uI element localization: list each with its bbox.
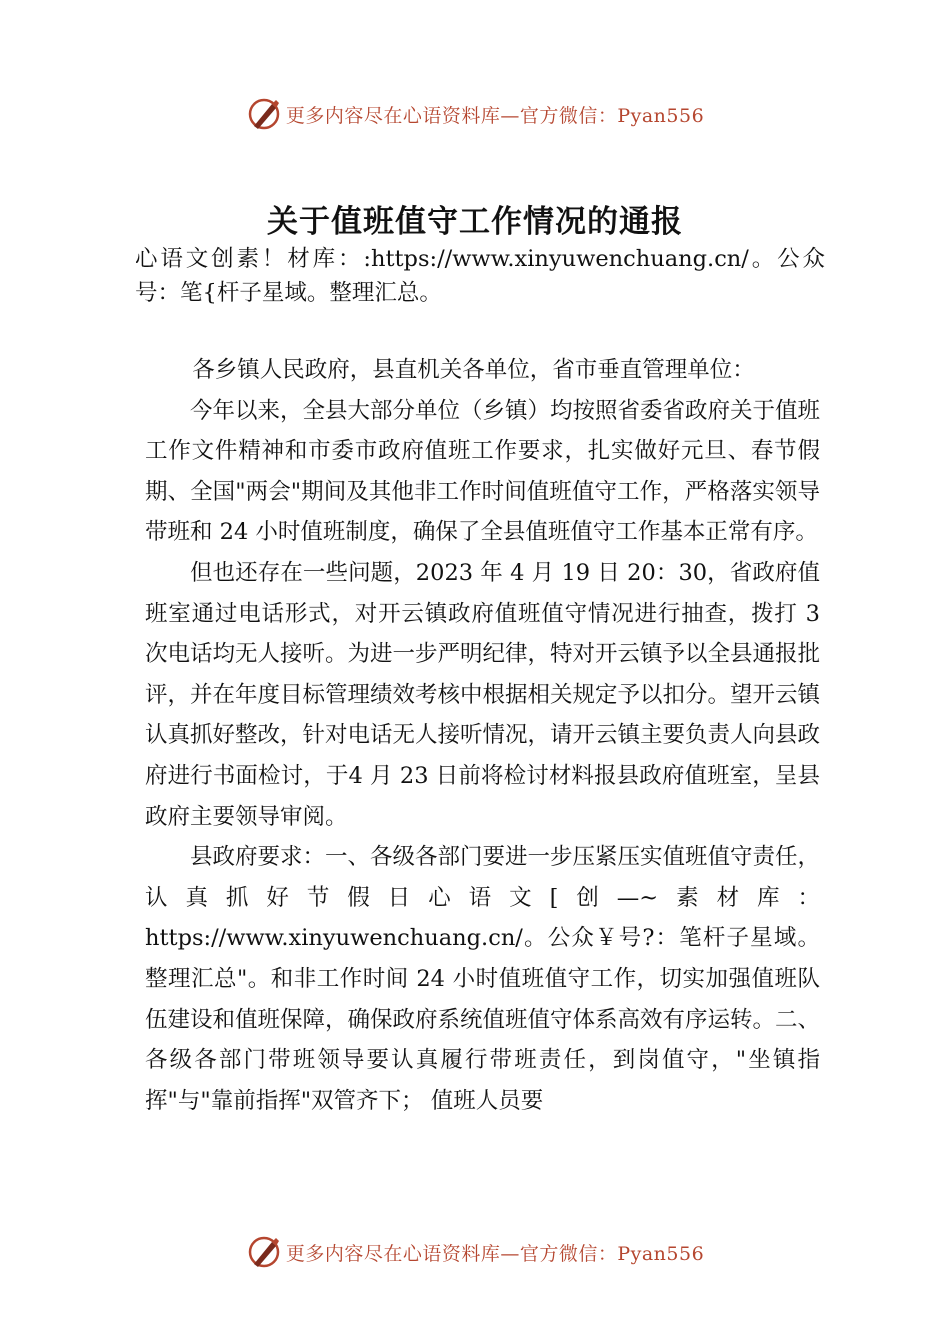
document-body [145,350,820,1121]
footer-banner [0,1230,950,1274]
pen-logo-icon [246,1234,282,1270]
salutation-paragraph: 各乡镇人民政府，县直机关各单位，省市垂直管理单位： [192,357,755,383]
header-banner-text: 更多内容尽在心语资料库—官方微信：Pyan556 [285,104,705,127]
pen-logo-icon [246,96,282,132]
intro-text: 心语文创素！材库：:https://www.xinyuwenchuang.cn/。公众号：笔{杆子星域。整理汇总。 [135,246,825,306]
document-title: 关于值班值守工作情况的通报 [267,204,683,240]
body-paragraph: 县政府要求：一、各级各部门要进一步压紧压实值班值守责任，认真抓好节假日心语文[创—~素材库：https://www.xinyuwenchuang.cn/。公众￥号?：笔杆子星域。整理汇总"。和非工作时间 24 小时值班值守工作，切实加强值班队伍建设和值班保障，确保政府系统值班值守体系高效有序运转。二、各级各部门带班领导要认真履行带班责任，到岗值守，"坐镇指挥"与"靠前指挥"双管齐下； 值班人员要 [145,844,821,1114]
header-banner [0,92,950,136]
body-paragraph: 但也还存在一些问题，2023 年 4 月 19 日 20：30，省政府值班室通过电话形式，对开云镇政府值班值守情况进行抽查，拨打 3 次电话均无人接听。为进一步严明纪律，特对开云镇予以全县通报批评，并在年度目标管理绩效考核中根据相关规定予以扣分。望开云镇认真抓好整改，针对电话无人接听情况，请开云镇主要负责人向县政府进行书面检讨，于4 月 23 日前将检讨材料报县政府值班室，呈县政府主要领导审阅。 [145,559,821,830]
body-paragraph: 今年以来，全县大部分单位（乡镇）均按照省委省政府关于值班工作文件精神和市委市政府值班工作要求，扎实做好元旦、春节假期、全国"两会"期间及其他非工作时间值班值守工作，严格落实领导带班和 24 小时值班制度，确保了全县值班值守工作基本正常有序。 [145,397,821,546]
footer-banner-text: 更多内容尽在心语资料库—官方微信：Pyan556 [285,1242,705,1265]
